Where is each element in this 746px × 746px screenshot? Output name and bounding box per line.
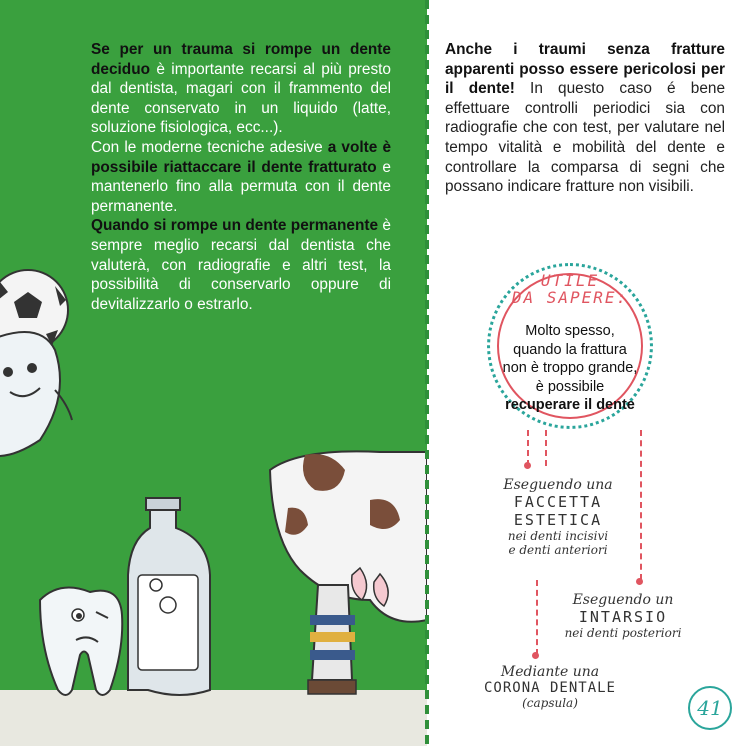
body-text: In questo caso é bene effettuare controlli periodici sia con radiografie che con test, per valutare nel tempo vitalità e mobilità del dente e controllare la comparsa di segni che possano indicare fratture non visibili. (445, 80, 726, 196)
annotation-cap: INTARSIO (578, 608, 668, 626)
annotation-intarsio (558, 592, 688, 640)
paragraph-permanente (91, 216, 391, 314)
connector-line-corona (536, 580, 538, 655)
body-text: è importante recarsi al più presto dal dentista, magari con il frammento del dente conservato in un liquido (latte, soluzione fisiologica, ecc...). (91, 60, 391, 137)
milk-bottle-icon (128, 498, 210, 695)
body-text: e mantenerlo fino alla permuta con il dente permanente. (91, 158, 391, 215)
utile-title-line1: UTILE (540, 271, 600, 290)
annotation-small: nei denti posteriori (564, 626, 682, 640)
annotation-small: e denti anteriori (508, 543, 608, 557)
bold-text: Quando si rompe un dente permanente (91, 217, 379, 235)
utile-title-line2: DA SAPERE: (511, 288, 629, 307)
annotation-pre: Mediante una (500, 664, 600, 680)
annotation-pre: Eseguendo un (572, 592, 674, 608)
connector-dot (636, 578, 643, 585)
right-column-text (445, 40, 725, 197)
annotation-cap: FACCETTA (513, 493, 603, 511)
annotation-faccetta (498, 477, 618, 557)
body-text: Con le moderne tecniche adesive (91, 138, 328, 156)
cow-icon (270, 451, 427, 694)
connector-line-intarsio (640, 430, 642, 580)
dotted-divider (425, 0, 429, 746)
utile-body-bold: recuperare il dente (505, 397, 635, 413)
sad-tooth-icon (40, 588, 122, 696)
bold-text: a volte è possibile riattaccare il dente fratturato (91, 138, 391, 176)
body-text: è sempre meglio recarsi dal dentista che valuterà, con radiografie e altri test, la possibilità di conservarlo oppure di devitalizzarlo o estrarlo. (91, 217, 391, 313)
tooth-character-icon (0, 332, 72, 456)
paragraph-adesive (91, 138, 391, 216)
annotation-cap: ESTETICA (513, 511, 603, 529)
floor (0, 690, 427, 746)
utile-body (500, 322, 640, 415)
left-column-text (91, 40, 391, 314)
connector-dot (532, 652, 539, 659)
bold-text: Se per un trauma si rompe un dente deciduo (91, 41, 391, 78)
page-number: 41 (688, 686, 732, 730)
connector-dot (524, 462, 531, 469)
annotation-small: (capsula) (522, 696, 578, 710)
annotation-small: nei denti incisivi (507, 529, 609, 543)
bold-text: Anche i traumi senza fratture apparenti posso essere pericolosi per il dente! (445, 41, 725, 98)
annotation-cap: CORONA DENTALE (483, 680, 616, 696)
utile-title (505, 272, 635, 306)
paragraph-deciduo (91, 40, 391, 138)
annotation-pre: Eseguendo una (503, 477, 613, 493)
connector-line-faccetta-2 (545, 430, 547, 466)
annotation-corona (470, 664, 630, 710)
connector-line-faccetta (527, 430, 529, 466)
utile-body-text: Molto spesso, quando la frattura non è troppo grande, è possibile (502, 323, 638, 395)
